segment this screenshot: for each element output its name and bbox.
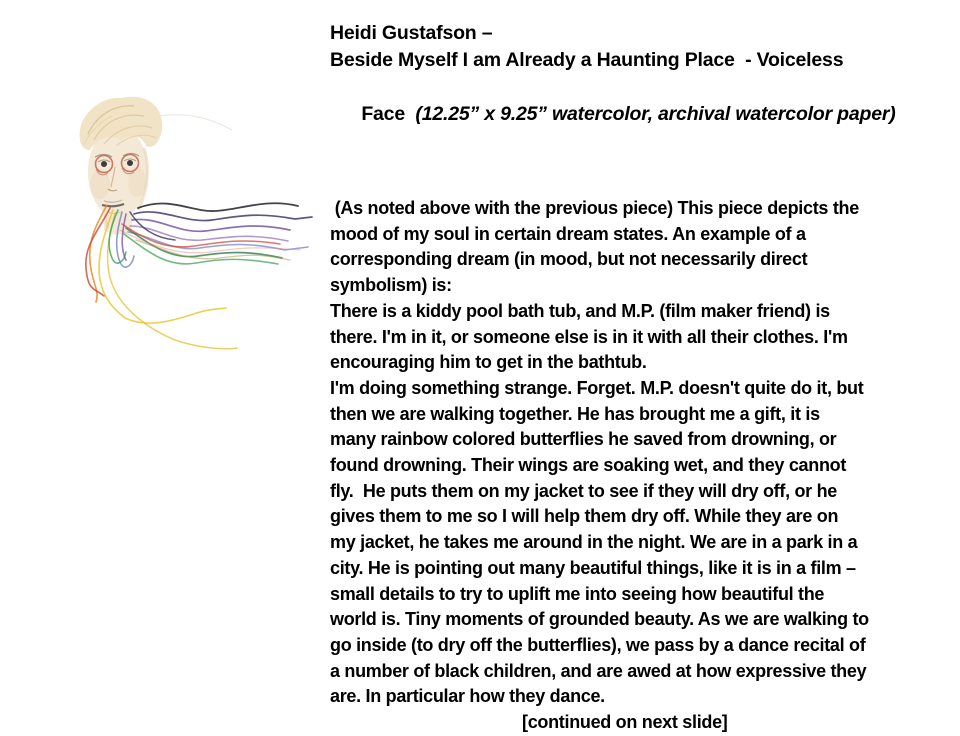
artwork-title-continued: Face: [361, 103, 416, 125]
body-line: then we are walking together. He has brought me a gift, it is: [330, 403, 820, 424]
body-line: There is a kiddy pool bath tub, and M.P. (film maker friend) is: [330, 300, 830, 321]
body-line: corresponding dream (in mood, but not necessarily direct: [330, 249, 808, 270]
body-line: there. I'm in it, or someone else is in it with all their clothes. I'm: [330, 326, 848, 347]
body-line: found drowning. Their wings are soaking wet, and they cannot: [330, 455, 847, 476]
body-line: are. In particular how they dance.: [330, 686, 605, 707]
continued-note: [continued on next slide]: [522, 712, 728, 733]
body-line: a number of black children, and are awed at how expressive they: [330, 660, 867, 681]
body-line: symbolism) is:: [330, 275, 452, 296]
purple-thread: [132, 219, 290, 231]
body-line: world is. Tiny moments of grounded beauty. As we are walking to: [330, 609, 869, 630]
artwork-watercolor-face: [60, 88, 320, 378]
description-block: [330, 196, 930, 736]
artist-name: Heidi Gustafson –: [330, 22, 493, 44]
artwork-dimensions: (12.25” x 9.25” watercolor, archival watercolor paper): [415, 103, 896, 125]
right-pupil: [127, 160, 133, 166]
body-line: gives them to me so I will help them dry off. While they are on: [330, 506, 839, 527]
body-line: encouraging him to get in the bathtub.: [330, 352, 647, 373]
artwork-title-line2: [330, 74, 930, 155]
artwork-title: Beside Myself I am Already a Haunting Place - Voiceless: [330, 49, 844, 71]
body-line: go inside (to dry off the butterflies), we pass by a dance recital of: [330, 634, 866, 655]
body-line: (As noted above with the previous piece) This piece depicts the: [330, 198, 859, 218]
sketch-stroke: [160, 115, 232, 130]
body-line: fly. He puts them on my jacket to see if they will dry off, or he: [330, 480, 837, 501]
black-thread: [138, 203, 298, 211]
slide-text-column: [330, 20, 930, 736]
body-line: mood of my soul in certain dream states. An example of a: [330, 223, 806, 244]
body-line: I'm doing something strange. Forget. M.P. doesn't quite do it, but: [330, 377, 864, 398]
body-line: small details to try to uplift me into seeing how beautiful the: [330, 583, 825, 604]
left-pupil: [101, 161, 107, 167]
body-line: many rainbow colored butterflies he saved from drowning, or: [330, 429, 837, 450]
indigo-thread: [134, 212, 312, 221]
body-line: city. He is pointing out many beautiful things, like it is in a film –: [330, 557, 856, 578]
body-line: my jacket, he takes me around in the night. We are in a park in a: [330, 532, 858, 553]
